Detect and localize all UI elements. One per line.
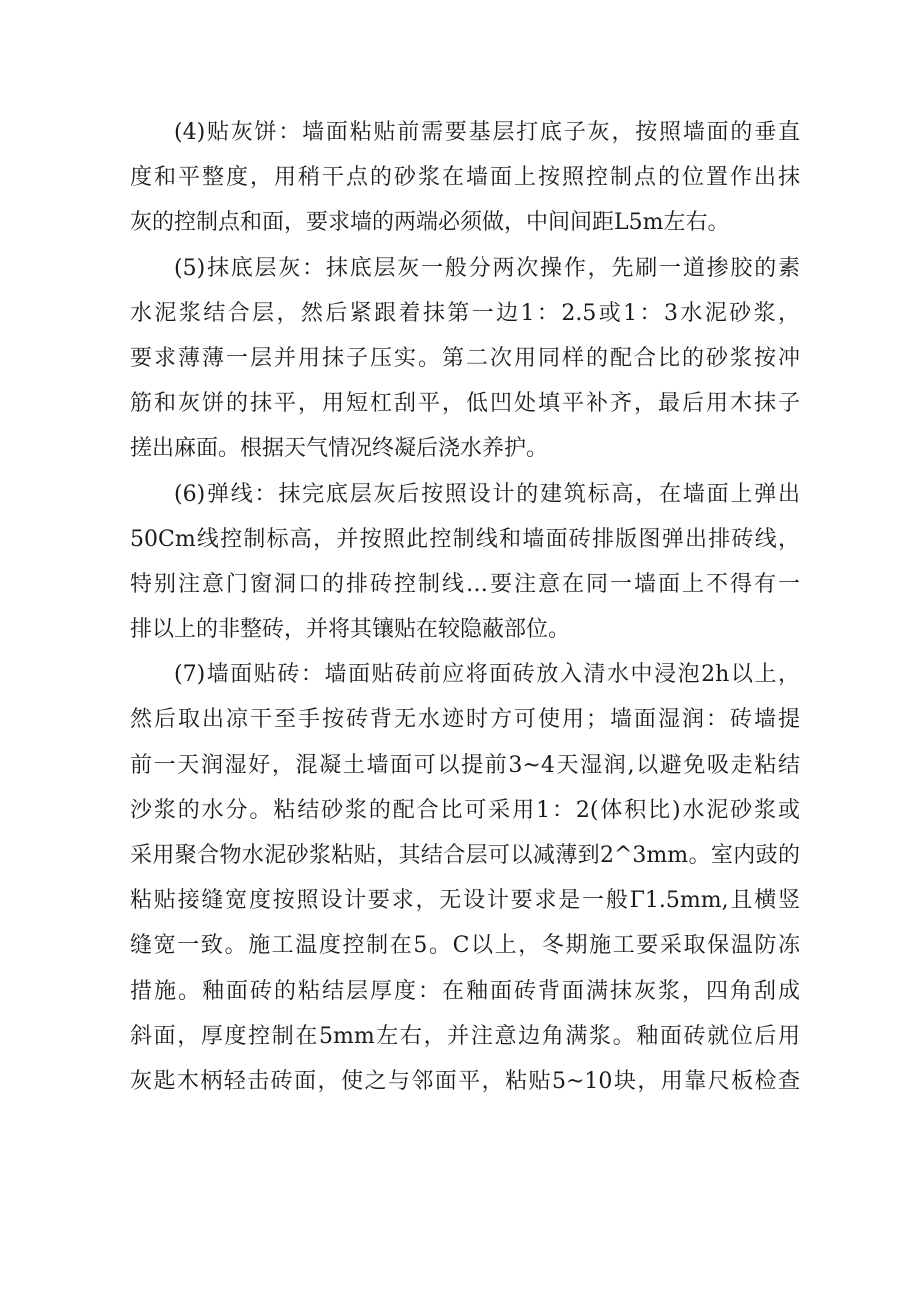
paragraph-5-line-2: 水泥浆结合层，然后紧跟着抹第一边1：2.5或1：3水泥砂浆，: [130, 300, 800, 326]
paragraph-4-line-2: 度和平整度，用稍干点的砂浆在墙面上按照控制点的位置作出抹: [130, 165, 800, 191]
paragraph-6-line-4: 排以上的非整砖，并将其镶贴在较隐蔽部位。: [130, 617, 571, 643]
paragraph-6-line-1: (6)弹线：抹完底层灰后按照设计的建筑标高，在墙面上弹出: [174, 481, 800, 507]
paragraph-5-line-3: 要求薄薄一层并用抹子压实。第二次用同样的配合比的砂浆按冲: [130, 345, 800, 371]
paragraph-7-line-7: 缝宽一致。施工温度控制在5。C以上，冬期施工要采取保温防冻: [130, 933, 800, 959]
paragraph-4-line-1: (4)贴灰饼：墙面粘贴前需要基层打底子灰，按照墙面的垂直: [174, 120, 800, 145]
paragraph-5-line-5: 搓出麻面。根据天气情况终凝后浇水养护。: [130, 436, 549, 462]
paragraph-7-line-5: 采用聚合物水泥砂浆粘贴，其结合层可以减薄到2^3mm。室内豉的: [130, 843, 800, 868]
paragraph-7-line-3: 前一天润湿好，混凝土墙面可以提前3~4天湿润,以避免吸走粘结: [130, 752, 800, 778]
paragraph-6-line-3: 特别注意门窗洞口的排砖控制线…要注意在同一墙面上不得有一: [130, 571, 800, 597]
paragraph-7-line-8: 措施。釉面砖的粘结层厚度：在釉面砖背面满抹灰浆，四角刮成: [130, 978, 800, 1004]
paragraph-5-line-4: 筋和灰饼的抹平，用短杠刮平，低凹处填平补齐，最后用木抹子: [130, 391, 800, 417]
paragraph-7-line-6: 粘贴接缝宽度按照设计要求，无设计要求是一般Γ1.5mm,且横竖: [130, 888, 800, 914]
paragraph-7-line-2: 然后取出凉干至手按砖背无水迹时方可使用；墙面湿润：砖墙提: [130, 707, 800, 733]
paragraph-7-line-1: (7)墙面贴砖：墙面贴砖前应将面砖放入清水中浸泡2h以上，: [174, 662, 800, 688]
document-body: [130, 110, 800, 1104]
paragraph-4-line-3: 灰的控制点和面，要求墙的两端必须做，中间间距L5m左右。: [130, 210, 730, 236]
paragraph-7-line-4: 沙浆的水分。粘结砂浆的配合比可采用1：2(体积比)水泥砂浆或: [130, 797, 800, 823]
paragraph-5-line-1: (5)抹底层灰：抹底层灰一般分两次操作，先刷一道掺胶的素: [174, 255, 800, 281]
paragraph-7-line-10: 灰匙木柄轻击砖面，使之与邻面平，粘贴5~10块，用靠尺板检查: [130, 1068, 800, 1094]
paragraph-6-line-2: 50Cm线控制标高，并按照此控制线和墙面砖排版图弹出排砖线，: [130, 526, 800, 552]
paragraph-7-line-9: 斜面，厚度控制在5mm左右，并注意边角满浆。釉面砖就位后用: [130, 1023, 800, 1049]
